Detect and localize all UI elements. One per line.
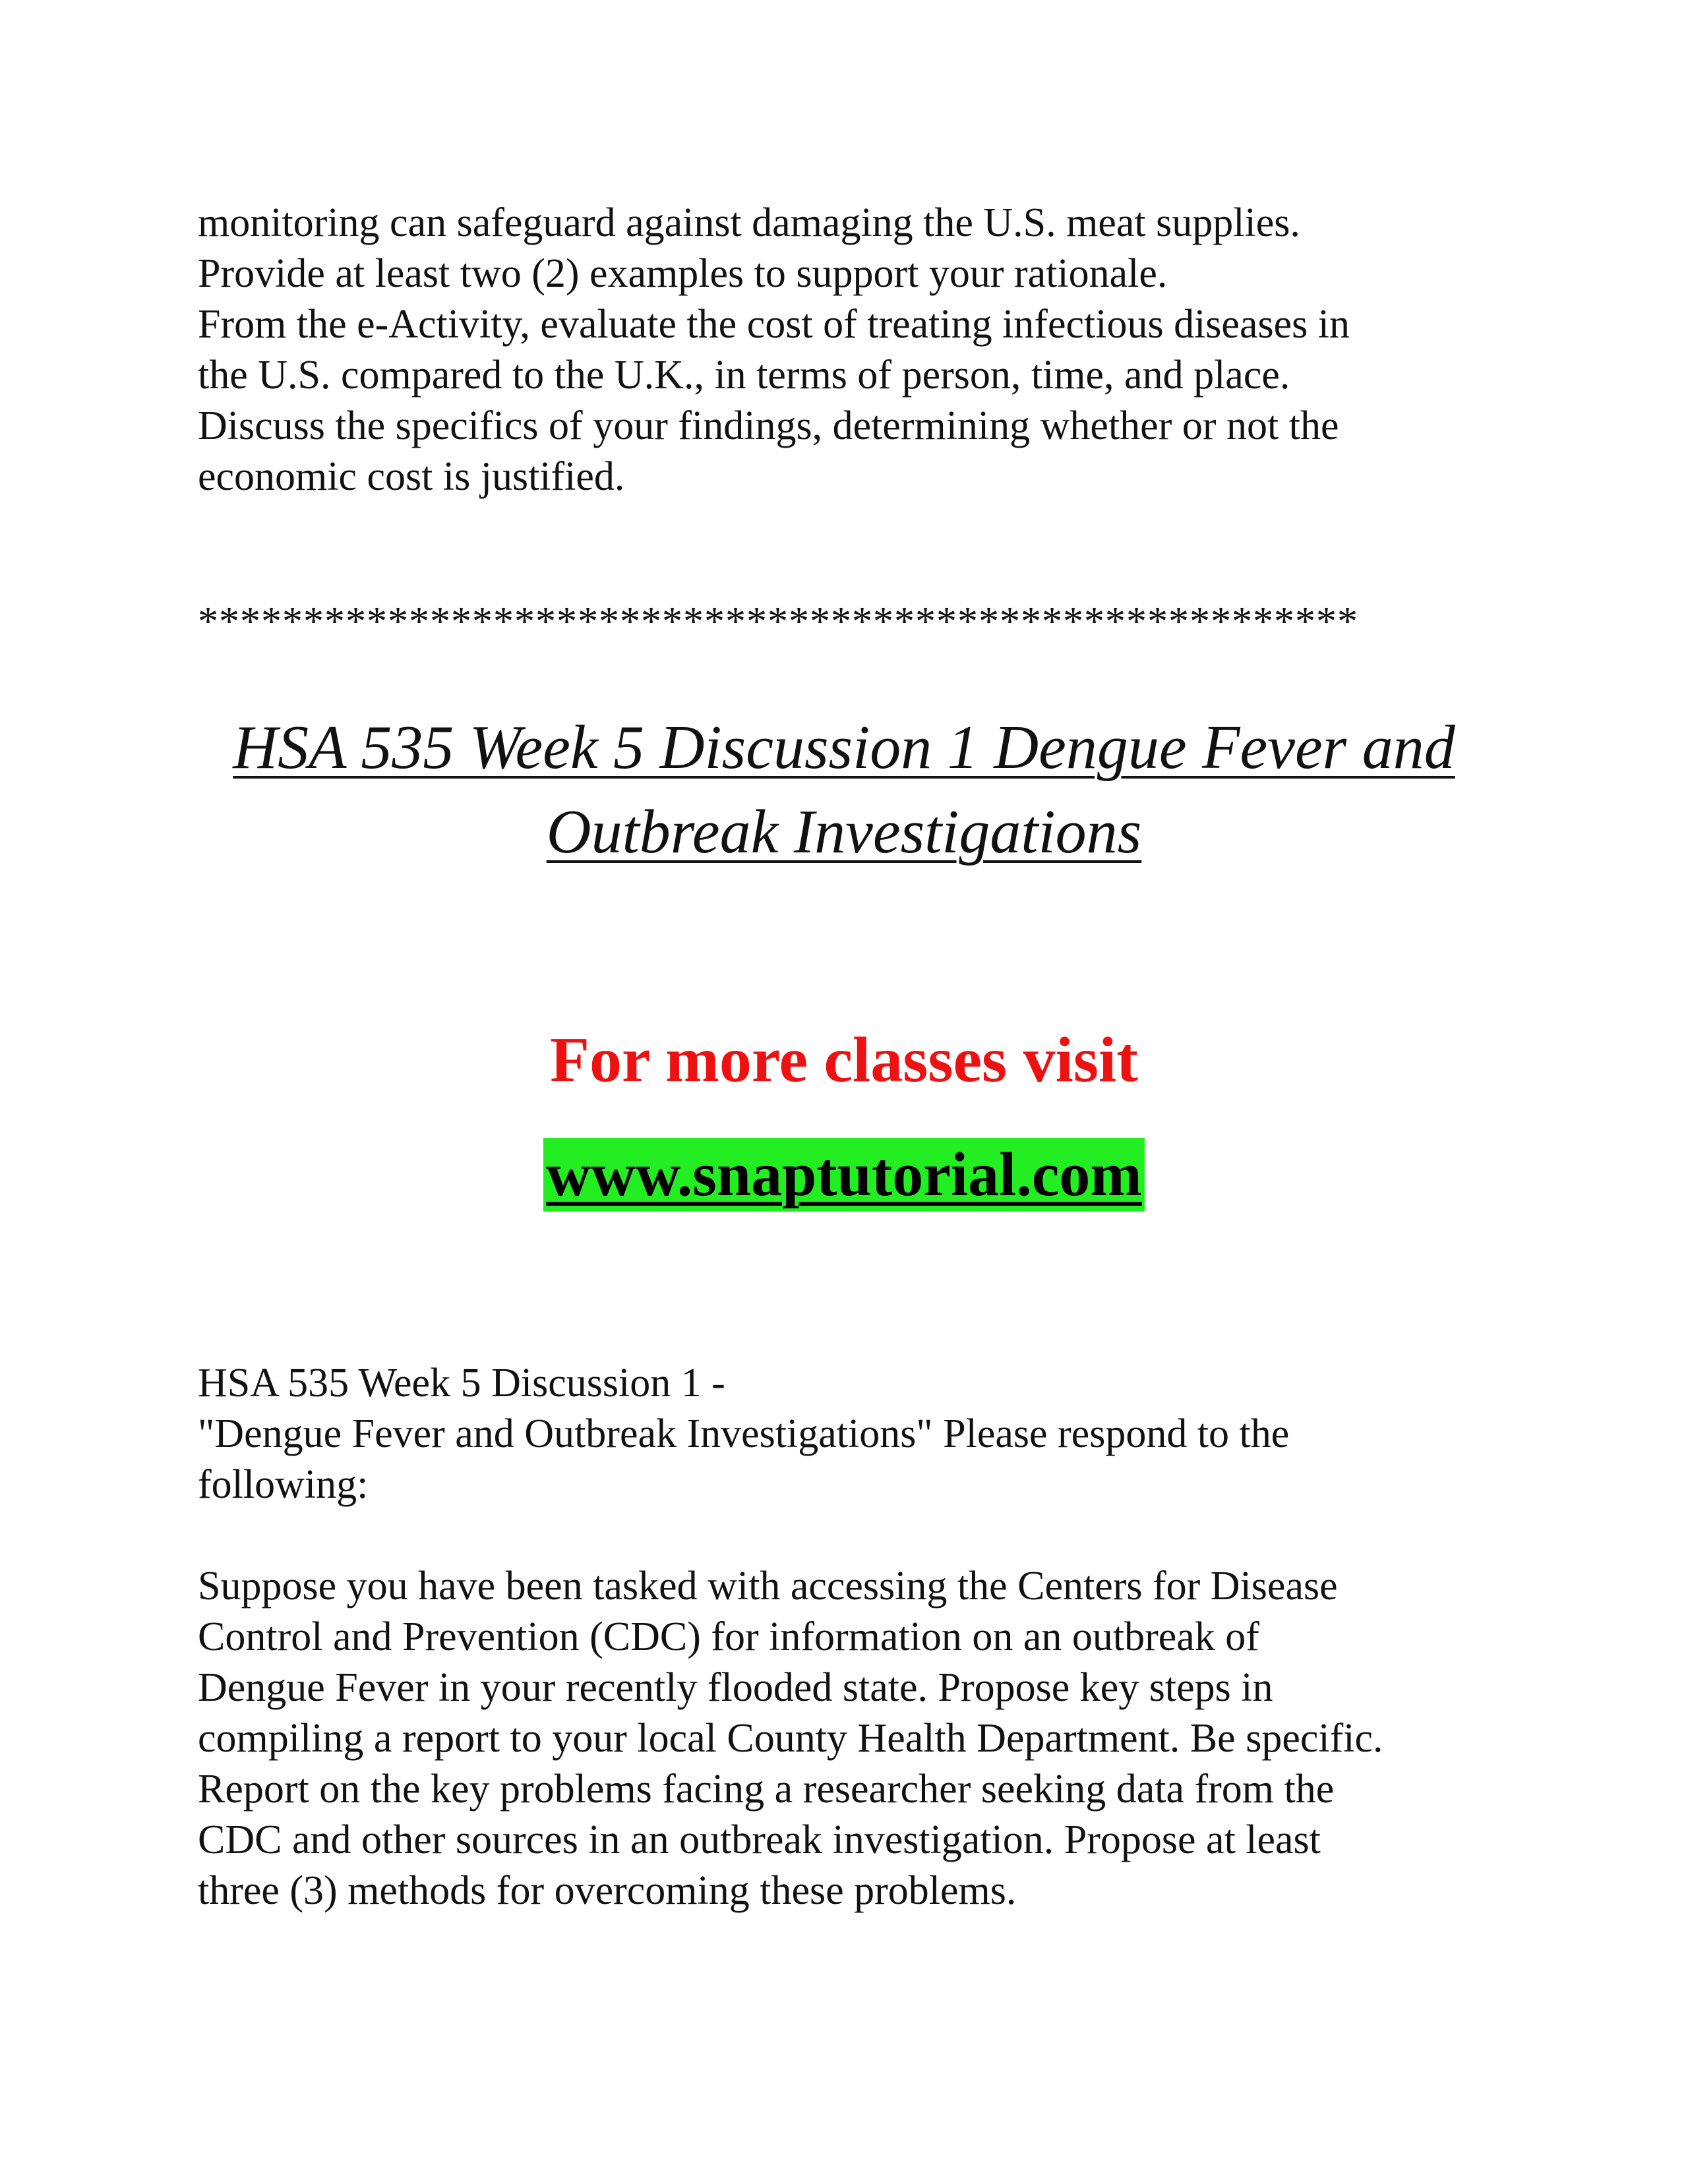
discussion-body-line: three (3) methods for overcoming these problems. — [198, 1868, 1017, 1913]
intro-line: economic cost is justified. — [198, 454, 625, 499]
title-line-1: HSA 535 Week 5 Discussion 1 Dengue Fever and — [233, 713, 1455, 782]
intro-line: Discuss the specifics of your findings, determining whether or not the — [198, 403, 1339, 448]
discussion-heading-line: HSA 535 Week 5 Discussion 1 - — [198, 1361, 725, 1405]
discussion-heading-line: following: — [198, 1462, 369, 1507]
snaptutorial-link[interactable]: www.snaptutorial.com — [543, 1138, 1144, 1212]
discussion-body-line: compiling a report to your local County Health Department. Be specific. — [198, 1716, 1383, 1761]
discussion-body-line: CDC and other sources in an outbreak investigation. Propose at least — [198, 1817, 1321, 1862]
promo-link-container — [0, 1138, 1688, 1212]
discussion-body — [198, 1561, 1503, 1916]
intro-line: the U.S. compared to the U.K., in terms of person, time, and place. — [198, 353, 1290, 398]
discussion-body-line: Dengue Fever in your recently flooded state. Propose key steps in — [198, 1665, 1273, 1710]
intro-line: monitoring can safeguard against damaging the U.S. meat supplies. — [198, 200, 1300, 245]
asterisk-separator: ******************************************************* — [198, 599, 1358, 644]
promo-text: For more classes visit — [550, 1024, 1138, 1096]
intro-line: Provide at least two (2) examples to support your rationale. — [198, 251, 1168, 296]
discussion-body-line: Control and Prevention (CDC) for information on an outbreak of — [198, 1614, 1259, 1659]
intro-line: From the e-Activity, evaluate the cost of treating infectious diseases in — [198, 302, 1350, 347]
title-line-2: Outbreak Investigations — [546, 798, 1142, 866]
document-title — [0, 705, 1688, 874]
discussion-body-line: Suppose you have been tasked with accessing the Centers for Disease — [198, 1564, 1338, 1608]
discussion-heading-line: "Dengue Fever and Outbreak Investigations" Please respond to the — [198, 1411, 1290, 1456]
discussion-body-line: Report on the key problems facing a researcher seeking data from the — [198, 1767, 1335, 1812]
discussion-heading — [198, 1358, 1503, 1510]
intro-paragraph — [198, 198, 1503, 502]
